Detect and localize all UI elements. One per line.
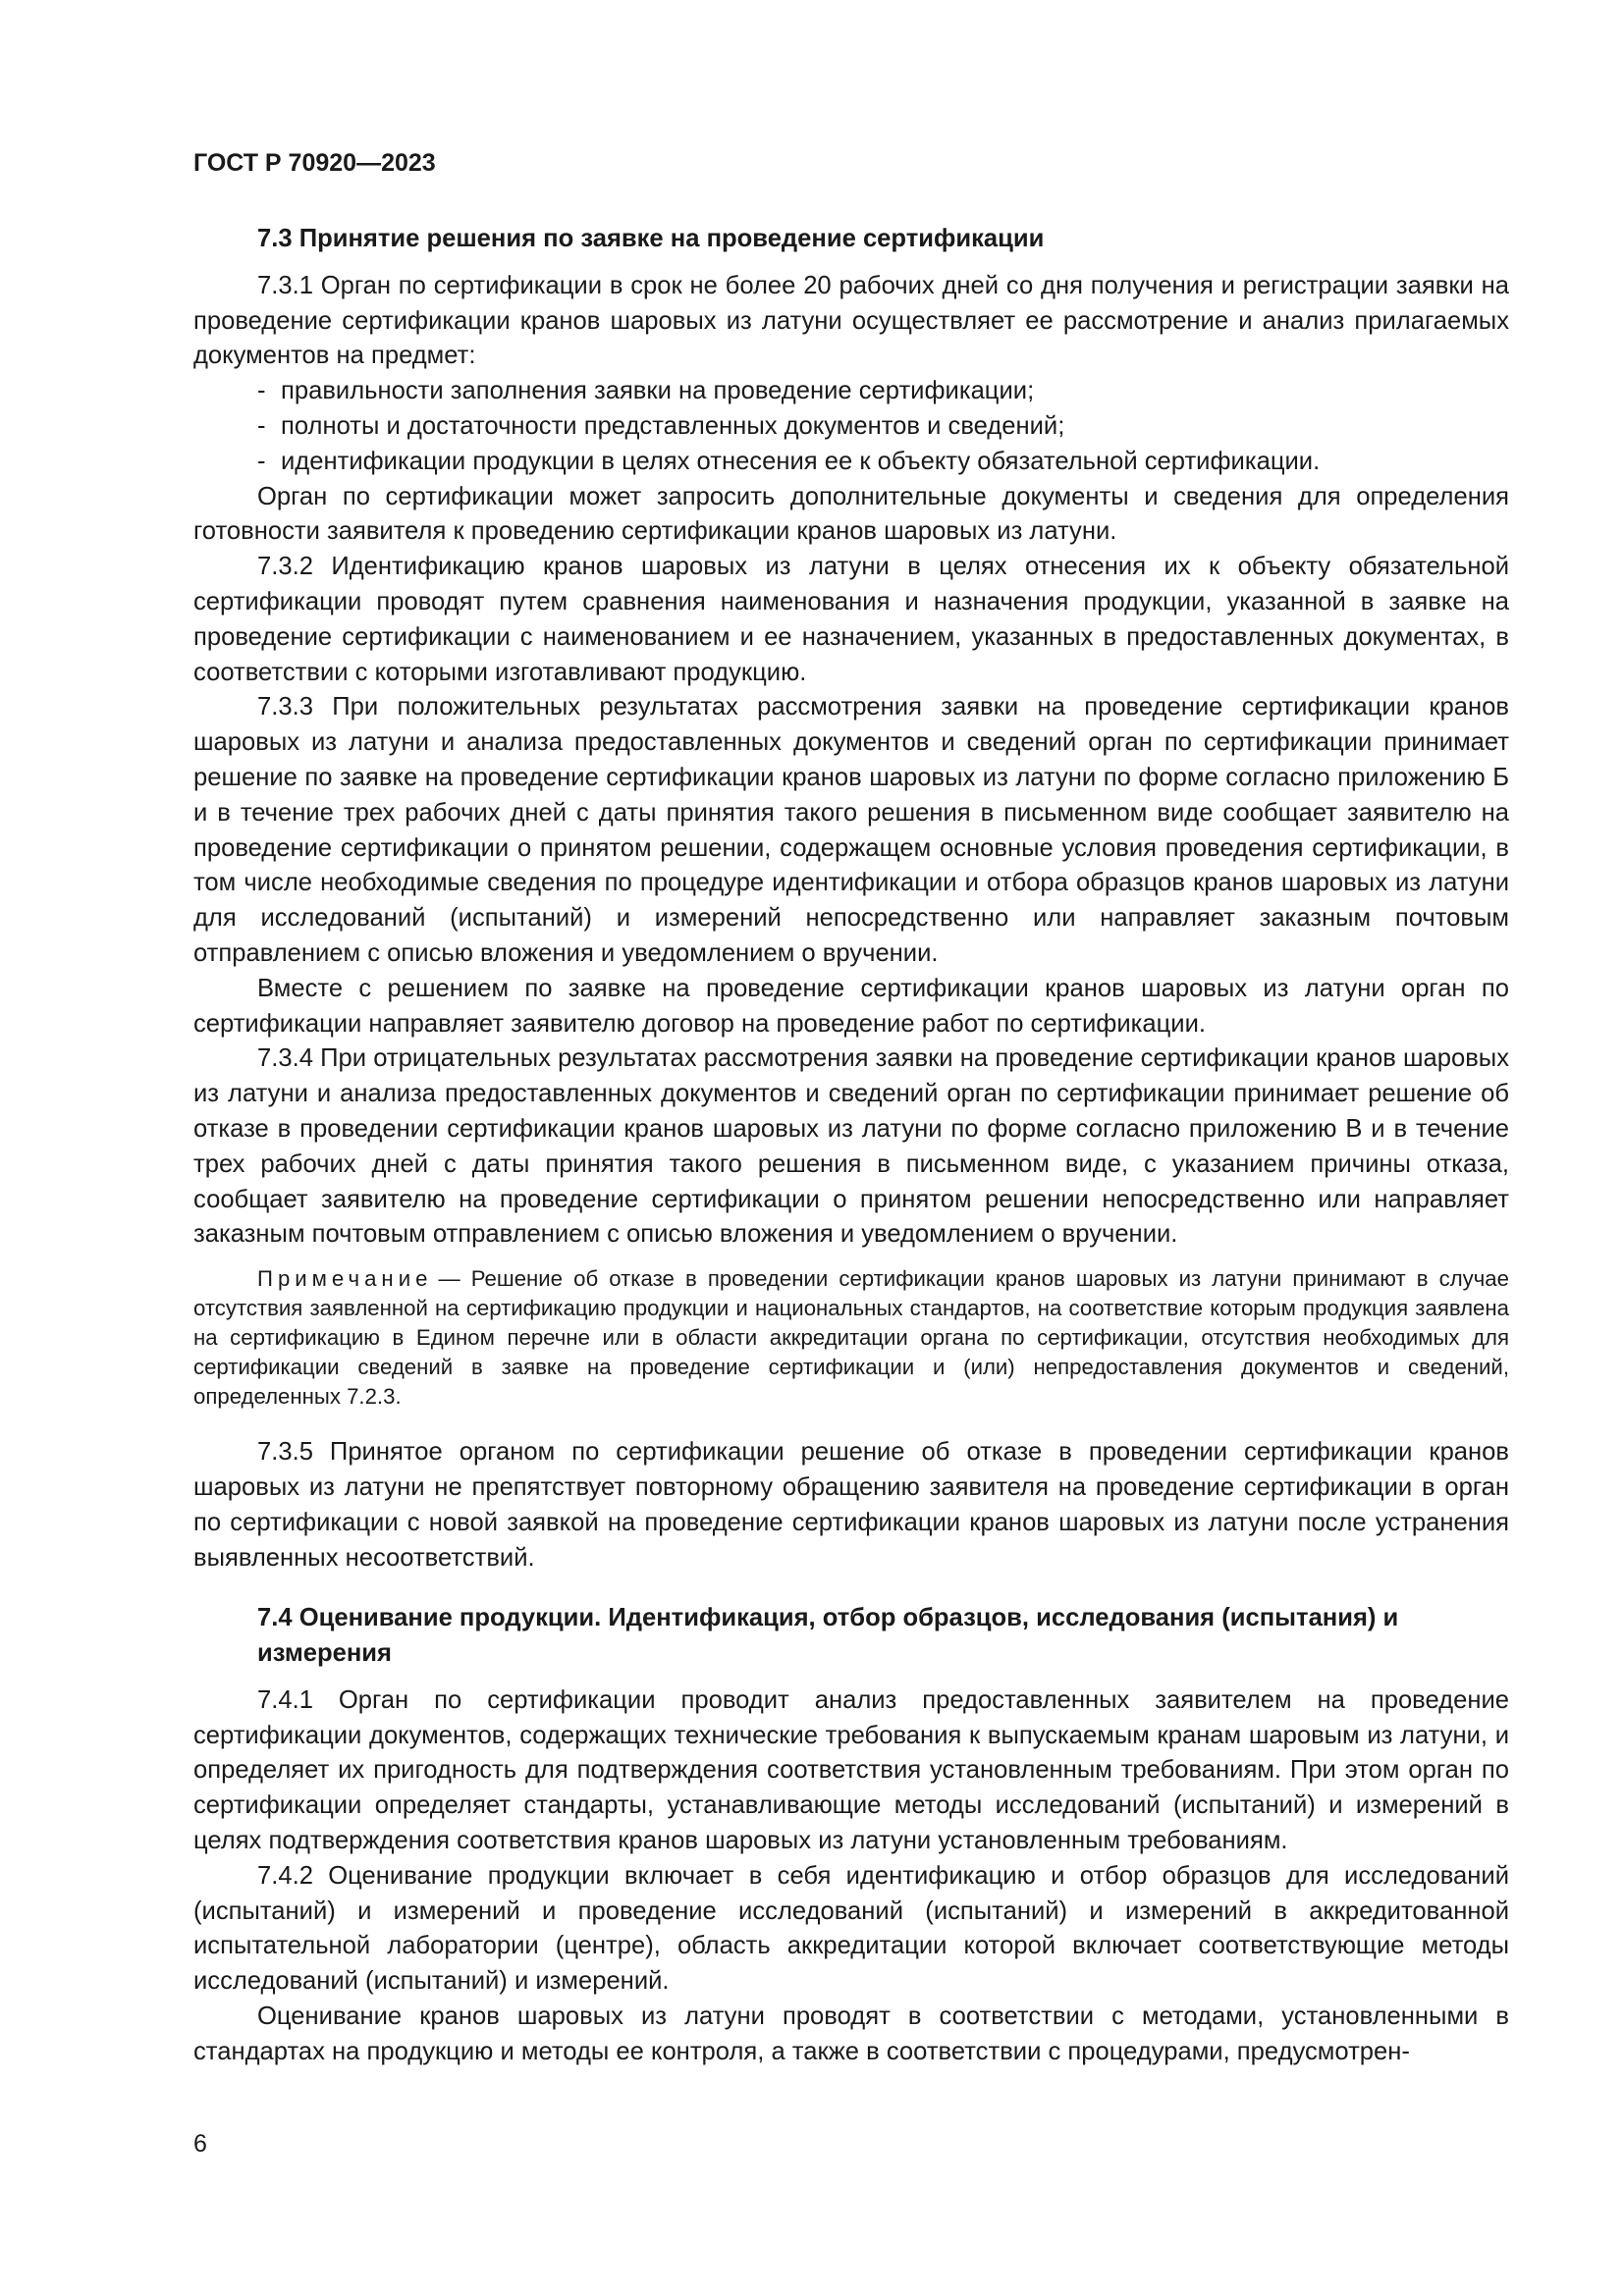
section-heading-7-3: 7.3 Принятие решения по заявке на проведение сертификации [257,225,1045,252]
paragraph-7-3-1: 7.3.1 Орган по сертификации в срок не более 20 рабочих дней со дня получения и регистрации заявки на проведение сертификации кранов шаровых из латуни осуществляет ее рассмотрение и анализ прилагаемых документов на предмет: [193,271,1509,370]
paragraph-7-3-3-extra: Вместе с решением по заявке на проведение сертификации кранов шаровых из латуни орган по сертификации направляет заявителю договор на проведение работ по сертификации. [193,974,1509,1038]
paragraph-7-4-2-extra: Оценивание кранов шаровых из латуни проводят в соответствии с методами, установленными в стандартах на продукцию и методы ее контроля, а также в соответствии с процедурами, предусмотрен- [193,2002,1509,2065]
page-number: 6 [193,2130,207,2158]
paragraph-7-4-1: 7.4.1 Орган по сертификации проводит анализ предоставленных заявителем на проведение сертификации документов, содержащих технические требования к выпускаемым кранам шаровым из латуни, и определяет их пригодность для подтверждения соответствия установленным требованиям. При этом орган по сертификации определяет стандарты, устанавливающие методы исследований (испытаний) и измерений в целях подтверждения соответствия кранов шаровых из латуни установленным требованиям. [193,1685,1509,1855]
paragraph-7-3-3: 7.3.3 При положительных результатах рассмотрения заявки на проведение сертификации кранов шаровых из латуни и анализа предоставленных документов и сведений орган по сертификации принимает решение по заявке на проведение сертификации кранов шаровых из латуни по форме согласно приложению Б и в течение трех рабочих дней с даты принятия такого решения в письменном виде сообщает заявителю на проведение сертификации о принятом решении, содержащем основные условия проведения сертификации, в том числе необходимые сведения по процедуре идентификации и отбора образцов кранов шаровых из латуни для исследований (испытаний) и измерений непосредственно или направляет заказным почтовым отправлением с описью вложения и уведомлением о вручении. [193,693,1509,967]
note-label: Примечание [257,1266,433,1292]
paragraph-7-3-4: 7.3.4 При отрицательных результатах рассмотрения заявки на проведение сертификации кранов шаровых из латуни и анализа предоставленных документов и сведений орган по сертификации принимает решение об отказе в проведении сертификации кранов шаровых из латуни по форме согласно приложению В и в течение трех рабочих дней с даты принятия такого решения в письменном виде, с указанием причины отказа, сообщает заявителю на проведение сертификации о принятом решении непосредственно или направляет заказным почтовым отправлением с описью вложения и уведомлением о вручении. [193,1044,1509,1249]
page-header: ГОСТ Р 70920—2023 [193,149,436,177]
section-heading-7-4: 7.4 Оценивание продукции. Идентификация, отбор образцов, исследования (испытания) и измерения [257,1604,1399,1668]
note-text: — Решение об отказе в проведении сертификации кранов шаровых из латуни принимают в случае отсутствия заявленной на сертификацию продукции и национальных стандартов, на соответствие которым продукция заявлена на сертификацию в Едином перечне или в области аккредитации органа по сертификации, отсутствия необходимых для сертификации сведений в заявке на проведение сертификации и (или) непредоставления документов и сведений, определенных 7.2.3. [193,1266,1509,1410]
paragraph-7-4-2: 7.4.2 Оценивание продукции включает в себя идентификацию и отбор образцов для исследований (испытаний) и измерений и проведение исследований (испытаний) и измерений в аккредитованной испытательной лаборатории (центре), область аккредитации которой включает соответствующие методы исследований (испытаний) и измерений. [193,1861,1509,1996]
document-body [193,222,1509,2070]
paragraph-7-3-5: 7.3.5 Принятое органом по сертификации решение об отказе в проведении сертификации кранов шаровых из латуни не препятствует повторному обращению заявителя на проведение сертификации в орган по сертификации с новой заявкой на проведение сертификации кранов шаровых из латуни после устранения выявленных несоответствий. [193,1438,1509,1572]
list-item: - полноты и достаточности представленных документов и сведений; [257,409,1509,445]
list-item: - правильности заполнения заявки на проведение сертификации; [257,374,1509,409]
paragraph-7-3-1-extra: Орган по сертификации может запросить дополнительные документы и сведения для определения готовности заявителя к проведению сертификации кранов шаровых из латуни. [193,482,1509,546]
list-item: - идентификации продукции в целях отнесения ее к объекту обязательной сертификации. [257,445,1509,480]
paragraph-7-3-2: 7.3.2 Идентификацию кранов шаровых из латуни в целях отнесения их к объекту обязательной сертификации проводят путем сравнения наименования и назначения продукции, указанной в заявке на проведение сертификации с наименованием и ее назначением, указанных в предоставленных документах, в соответствии с которыми изготавливают продукцию. [193,553,1509,686]
note [193,1264,1509,1412]
criteria-list [193,374,1509,479]
